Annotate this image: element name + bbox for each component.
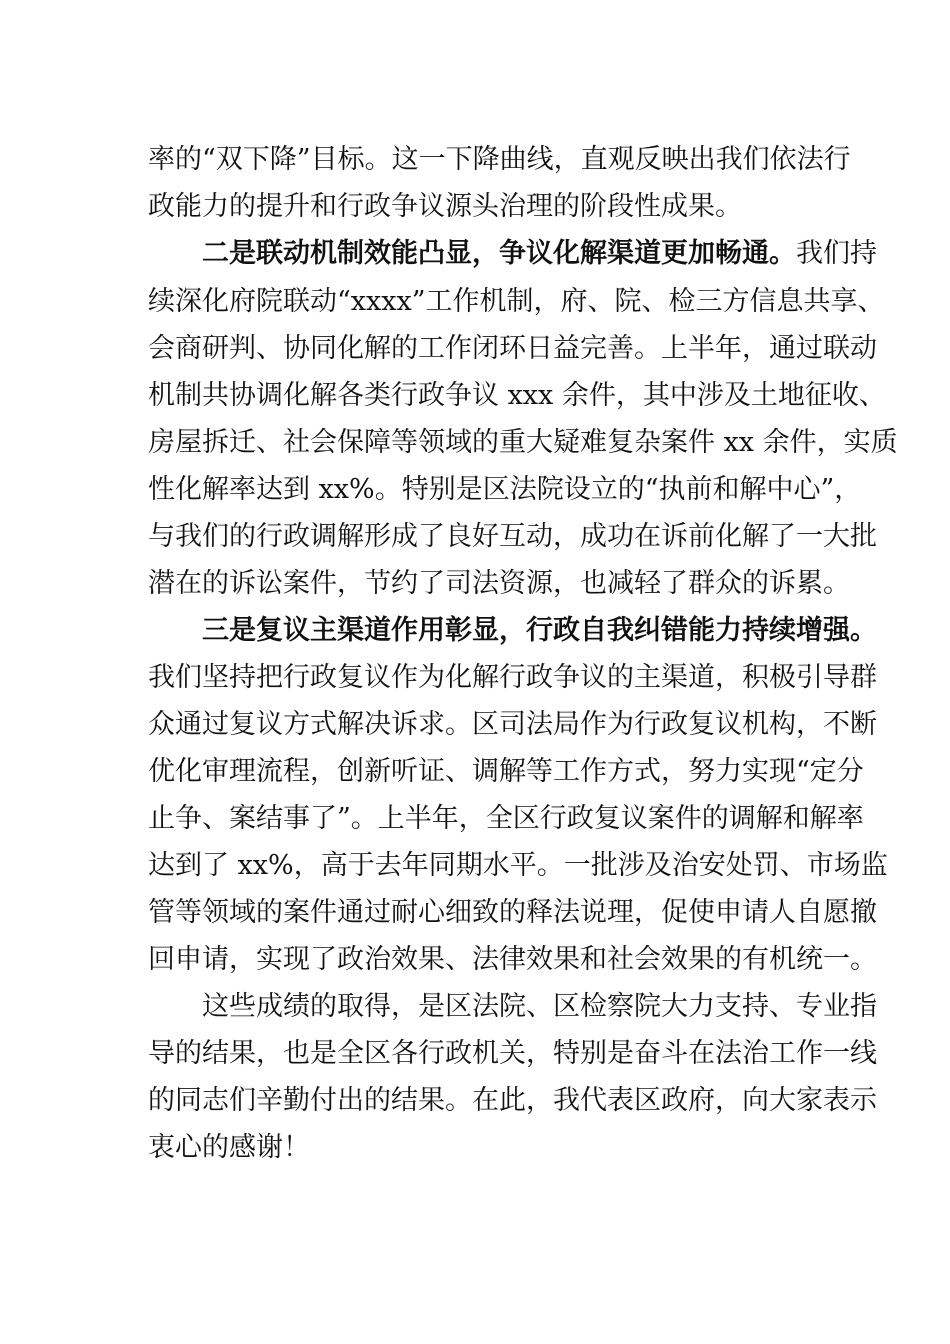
paragraph-heading: 二是联动机制效能凸显，争议化解渠道更加畅通。 — [202, 238, 796, 269]
text-line: 众通过复议方式解决诉求。区司法局作为行政复议机构，不断 — [148, 709, 877, 740]
text-line: 会商研判、协同化解的工作闭环日益完善。上半年，通过联动 — [148, 333, 877, 364]
text-line: 潜在的诉讼案件，节约了司法资源，也减轻了群众的诉累。 — [148, 568, 850, 599]
text-line: 止争、案结事了”。上半年，全区行政复议案件的调解和解率 — [148, 803, 864, 834]
text-line: 达到了 xx%，高于去年同期水平。一批涉及治安处罚、市场监 — [148, 850, 888, 881]
paragraph-start-line — [202, 234, 877, 274]
text-line: 回申请，实现了政治效果、法律效果和社会效果的有机统一。 — [148, 944, 877, 975]
text-line: 政能力的提升和行政争议源头治理的阶段性成果。 — [148, 191, 742, 222]
text-line: 优化审理流程，创新听证、调解等工作方式，努力实现“定分 — [148, 756, 864, 787]
text-line: 的同志们辛勤付出的结果。在此，我代表区政府，向大家表示 — [148, 1085, 877, 1116]
text-line: 续深化府院联动“xxxx”工作机制，府、院、检三方信息共享、 — [148, 286, 885, 317]
text-line: 这些成绩的取得，是区法院、区检察院大力支持、专业指 — [202, 991, 877, 1022]
text-line: 与我们的行政调解形成了良好互动，成功在诉前化解了一大批 — [148, 521, 877, 552]
text-line: 导的结果，也是全区各行政机关，特别是奋斗在法治工作一线 — [148, 1038, 877, 1069]
text-line: 率的“双下降”目标。这一下降曲线，直观反映出我们依法行 — [148, 144, 851, 175]
text-line: 房屋拆迁、社会保障等领域的重大疑难复杂案件 xx 余件，实质 — [148, 427, 898, 458]
paragraph-heading: 三是复议主渠道作用彰显，行政自我纠错能力持续增强。 — [202, 615, 877, 646]
text-segment: 我们持 — [796, 238, 877, 269]
text-line: 性化解率达到 xx%。特别是区法院设立的“执前和解中心”， — [148, 474, 862, 505]
text-line: 衷心的感谢！ — [148, 1132, 310, 1163]
text-line: 机制共协调化解各类行政争议 xxx 余件，其中涉及土地征收、 — [148, 380, 886, 411]
text-line: 我们坚持把行政复议作为化解行政争议的主渠道，积极引导群 — [148, 662, 877, 693]
text-line: 管等领域的案件通过耐心细致的释法说理，促使申请人自愿撤 — [148, 897, 877, 928]
